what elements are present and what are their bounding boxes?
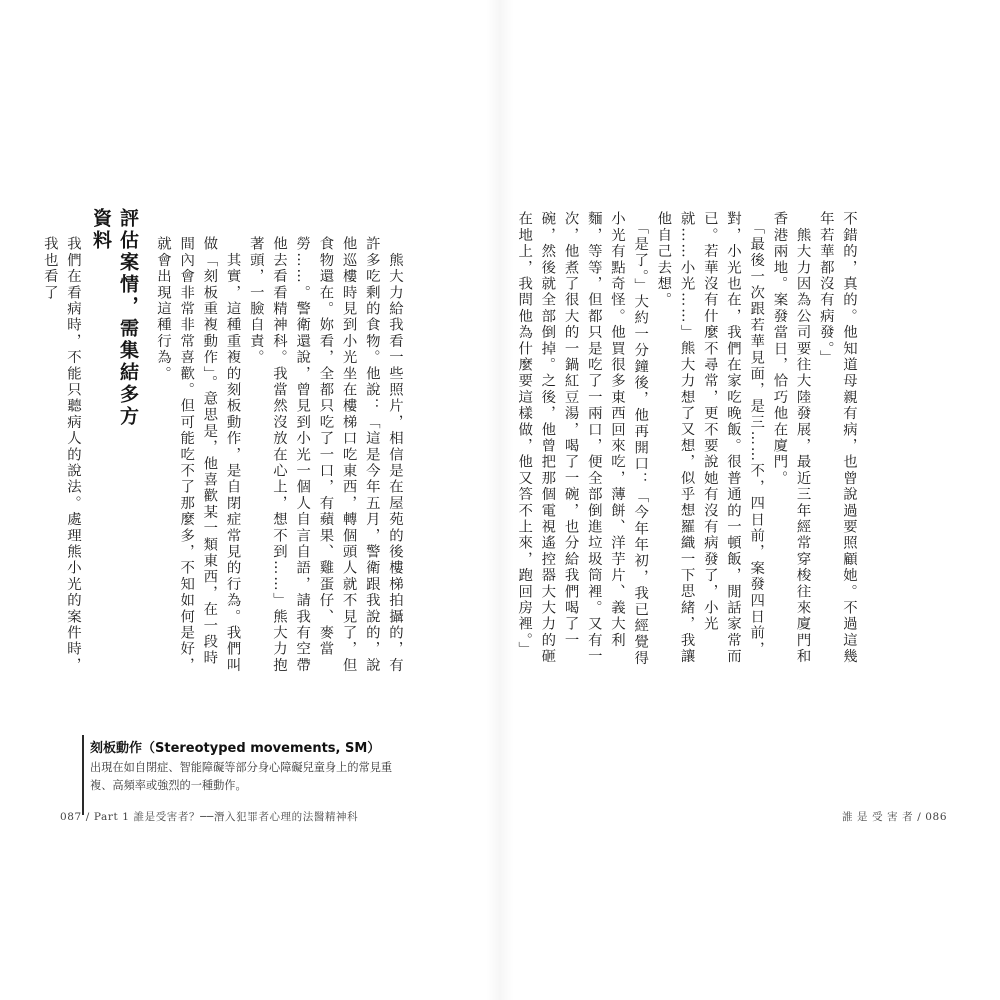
term-box-accent-bar bbox=[82, 735, 84, 815]
right-page-folio: 誰 是 受 害 者 / 086 bbox=[842, 811, 948, 823]
term-box-title: 刻板動作（Stereotyped movements, SM） bbox=[90, 741, 381, 756]
term-definition-box bbox=[82, 735, 402, 815]
left-page-continuation-text: 我們在看病時，不能只聽病人的說法。處理熊小光的案件時，我也看了 bbox=[41, 236, 81, 674]
page-gutter bbox=[486, 0, 514, 1000]
right-page-body-text: 不錯的，真的。他知道母親有病，也曾說過要照顧她。不過這幾年若華都沒有病發。」 熊大力因為公司要往大陸發展，最近三年經常穿梭往來廈門和香港兩地。案發當日，恰巧他在廈門。 「最後一次跟若華見面，是三……不，四日前，案發四日前，對，小光也在，我們在家吃晚飯。很普通的一頓飯，閒話家常而已。若華沒有什麼不尋常，更不要說她有沒有病發了，小光就……小光……」熊大力想了又想，似乎想羅織一下思緒，我讓他自己去想。 「是了。」大約一分鐘後，他再開口：「今年年初，我已經覺得小光有點奇怪。他買很多東西回來吃，薄餅、洋芋片、義大利麵，等等，但都只是吃了一兩口，便全部倒進垃圾筒裡。又有一次，他煮了很大的一鍋紅豆湯，喝了一碗，也分給我們喝了一碗，然後就全部倒掉。之後，他曾把那個電視遙控器大大力的砸在地上，我問他為什麼要這樣做，他又答不上來，跑回房裡。」 bbox=[516, 211, 857, 667]
section-heading: 評估案情，需集結多方資料 bbox=[90, 208, 139, 428]
term-box-description: 出現在如自閉症、智能障礙等部分身心障礙兒童身上的常見重複、高頻率或強烈的一種動作。 bbox=[90, 761, 393, 792]
left-page-folio: 087 / Part 1 誰是受害者？──潛入犯罪者心理的法醫精神科 bbox=[60, 811, 359, 823]
left-page-body-text: 熊大力給我看一些照片，相信是在屋苑的後樓梯拍攝的，有許多吃剩的食物。他說：「這是今年五月，警衛跟我說的，說他巡樓時見到小光坐在樓梯口吃東西，轉個頭人就不見了，但食物還在。妳看，全都只吃了一口，有蘋果、雞蛋仔、麥當勞……。警衛還說，曾見到小光一個人自言自語，請我有空帶他去看看精神科。我當然沒放在心上，想不到……」熊大力抱著頭，一臉自責。 其實，這種重複的刻板動作，是自閉症常見的行為。我們叫做「刻板重複動作」。意思是，他喜歡某一類東西，在一段時間內會非常非常喜歡。但可能吃不了那麼多，不知如何是好，就會出現這種行為。 bbox=[154, 236, 403, 674]
